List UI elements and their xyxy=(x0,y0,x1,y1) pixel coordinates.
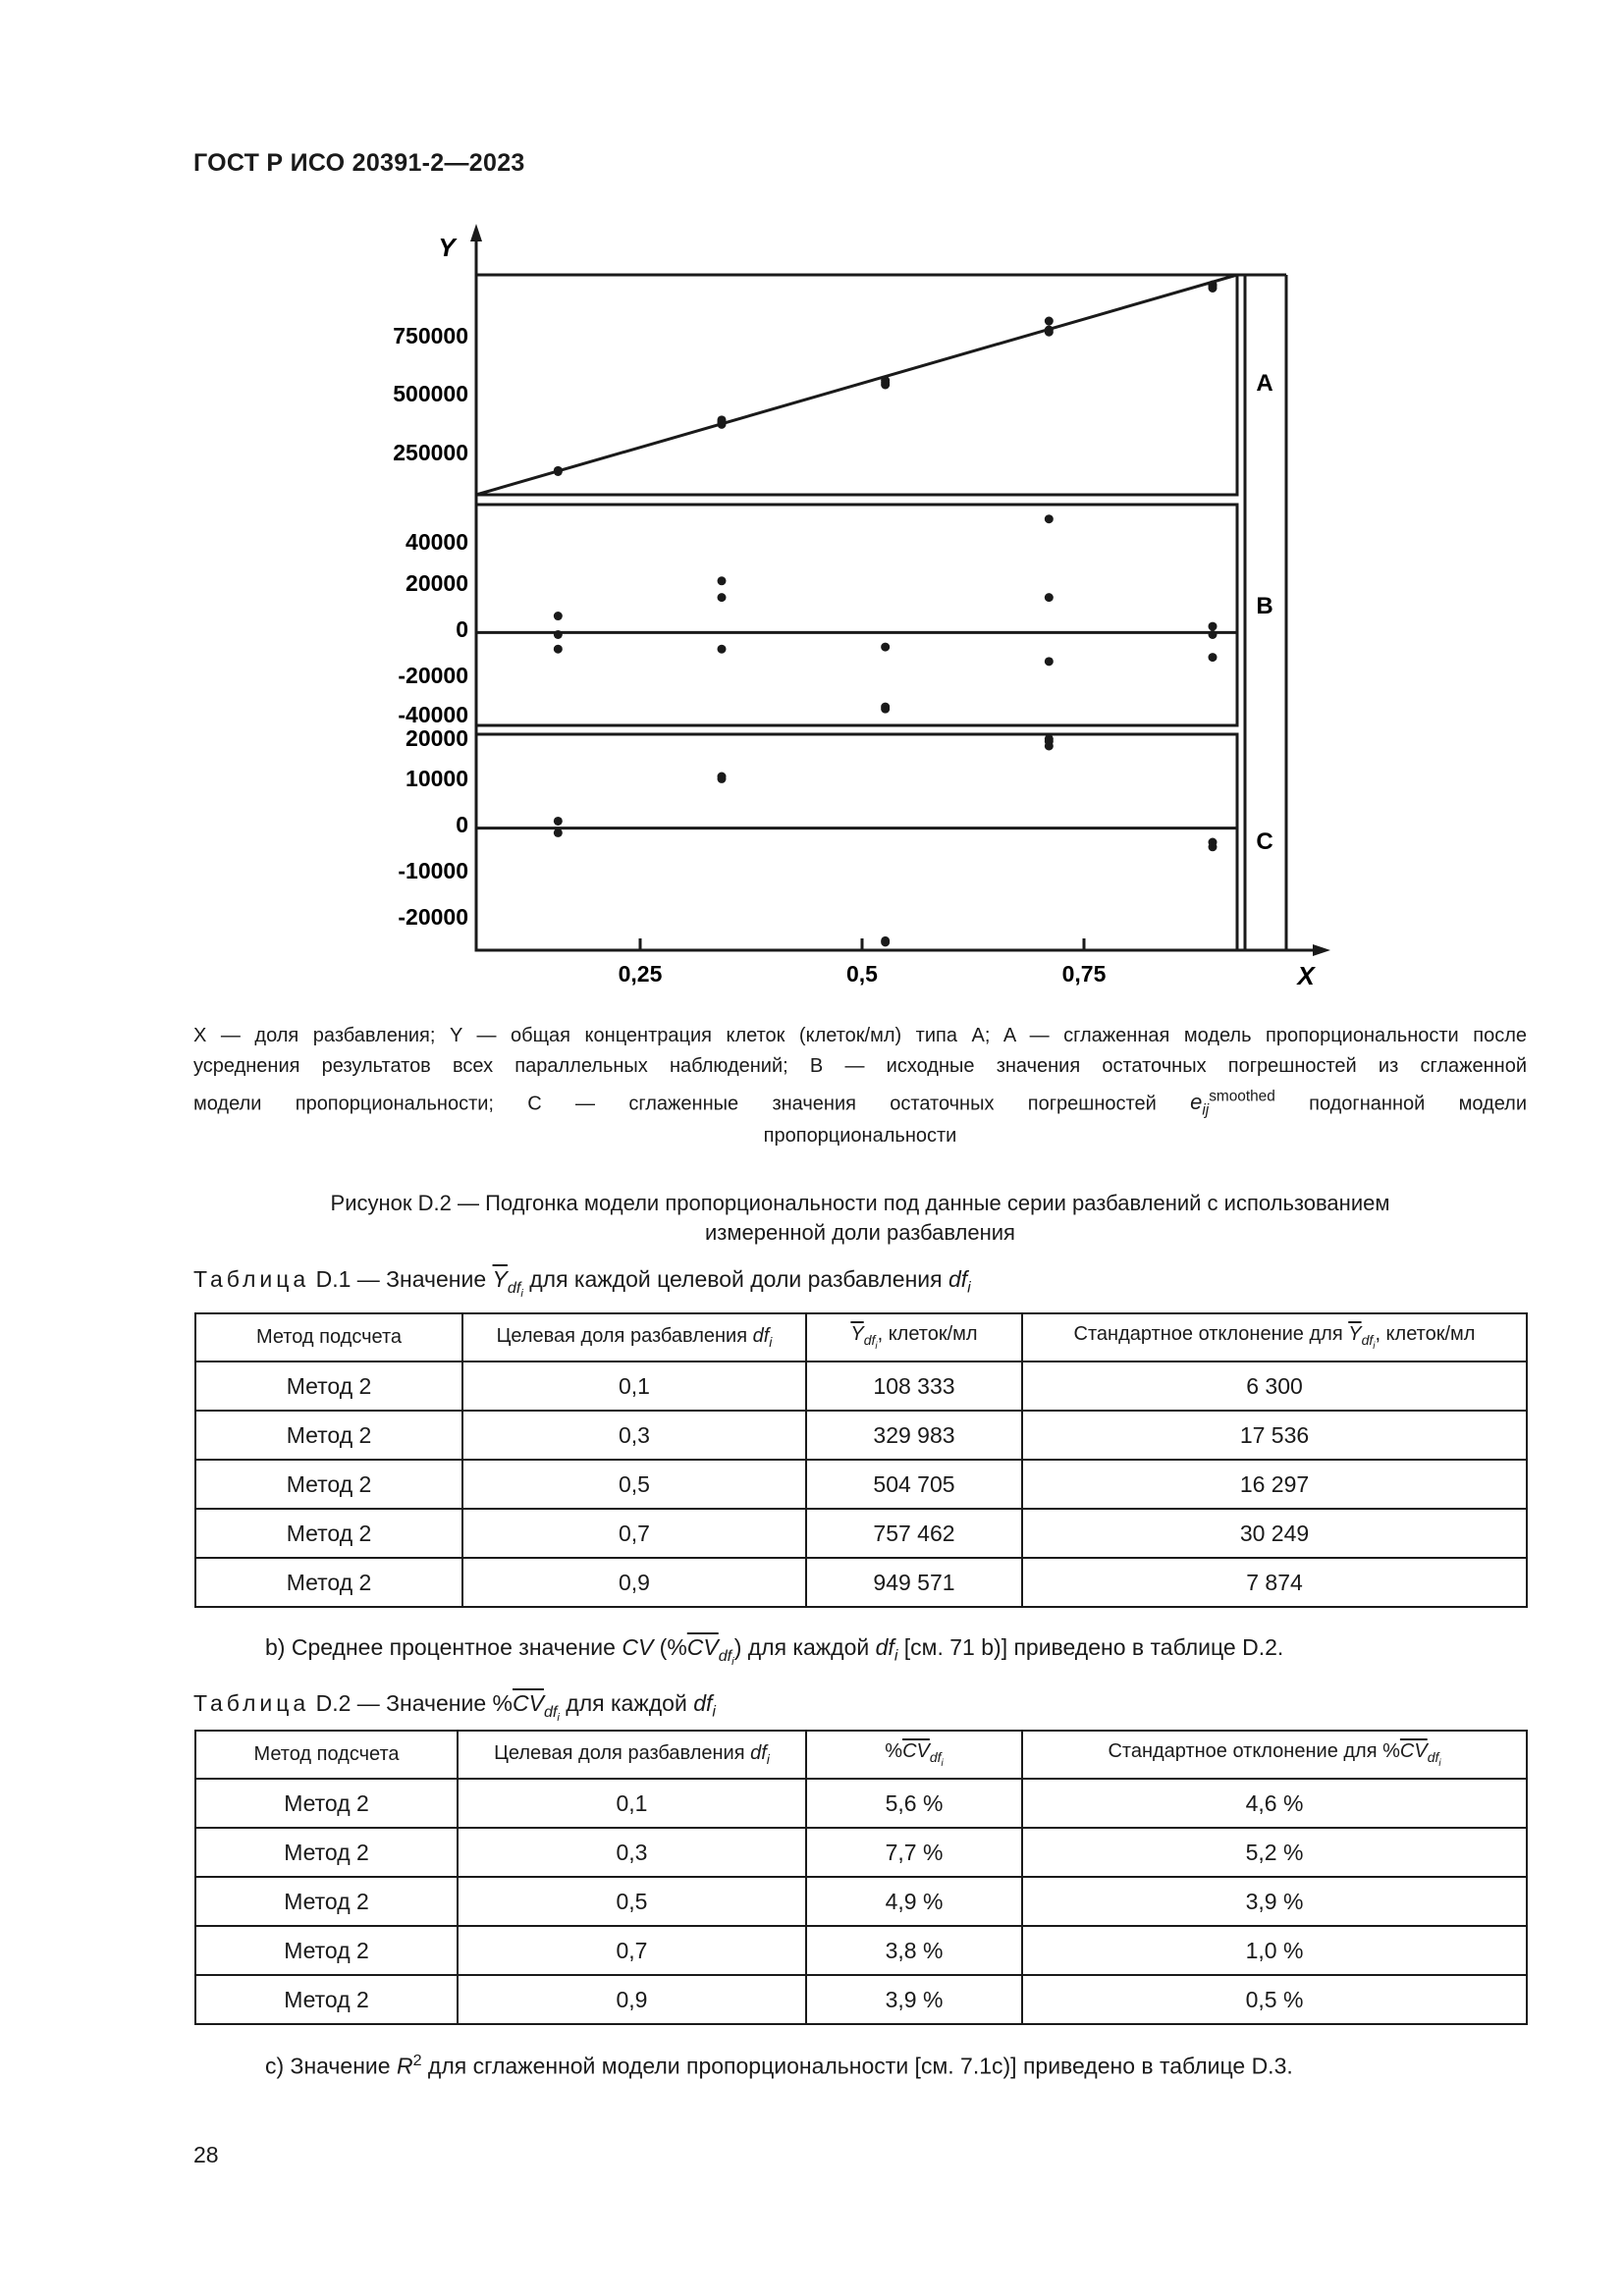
cell-sd: 30 249 xyxy=(1022,1509,1527,1558)
data-point xyxy=(718,773,727,781)
table-d2 xyxy=(194,1730,1528,2025)
tick-label-a: 250000 xyxy=(393,440,468,465)
cell-sd: 16 297 xyxy=(1022,1460,1527,1509)
data-point xyxy=(1209,281,1218,290)
tick-label-b: -40000 xyxy=(398,702,468,727)
panel-b-marks xyxy=(476,514,1237,713)
x-axis-label: X xyxy=(1297,961,1315,989)
data-point xyxy=(554,828,563,837)
data-point xyxy=(1045,734,1054,743)
table-d1 xyxy=(194,1312,1528,1608)
figure-caption: Рисунок D.2 — Подгонка модели пропорциональности под данные серии разбавлений с использованием измеренной доли разбавления xyxy=(330,1191,1390,1245)
panel-a-label: A xyxy=(1256,370,1273,397)
cell-dilution: 0,3 xyxy=(458,1828,806,1877)
cell-sd: 0,5 % xyxy=(1022,1975,1527,2024)
legend-symbol: $e_{ij}^{smoothed}$ xyxy=(1190,1089,1275,1119)
data-point xyxy=(1209,622,1218,631)
tick-label-b: 0 xyxy=(456,616,468,642)
table-row xyxy=(195,1828,1527,1877)
cell-dilution: 0,5 xyxy=(462,1460,806,1509)
tick-label-c: -10000 xyxy=(398,858,468,883)
cell-cv: 7,7 % xyxy=(806,1828,1022,1877)
paragraph-c: с) Значение $R^2$ для сглаженной модели пропорциональности [см. 7.1с)] приведено в таблице D.3. xyxy=(265,2052,1293,2079)
panel-c-marks xyxy=(476,734,1237,946)
x-axis-arrow xyxy=(1313,944,1330,956)
cell-method: Метод 2 xyxy=(195,1877,458,1926)
data-point xyxy=(1209,653,1218,662)
legend-line: усреднения результатов всех параллельных наблюдений; B — исходные значения остаточных погрешностей из сглаженной xyxy=(193,1055,1527,1077)
data-point xyxy=(881,937,890,946)
table1-caption: Таблица D.1 — Значение $\overline{Y}_{df_i}$ для каждой целевой доли разбавления $df_i$ xyxy=(193,1266,971,1300)
cell-dilution: 0,9 xyxy=(462,1558,806,1607)
cell-mean: 108 333 xyxy=(806,1362,1022,1411)
table-row xyxy=(195,1779,1527,1828)
tick-label-c: 0 xyxy=(456,812,468,837)
x-tick-label: 0,5 xyxy=(846,961,878,987)
cell-method: Метод 2 xyxy=(195,1926,458,1975)
header-sd: Стандартное отклонение для $\%\overline{CV}_{df_i}$ xyxy=(1022,1731,1527,1779)
table-row xyxy=(195,1460,1527,1509)
tick-label-a: 750000 xyxy=(393,323,468,348)
cell-sd: 1,0 % xyxy=(1022,1926,1527,1975)
data-point xyxy=(881,705,890,714)
data-point xyxy=(554,630,563,639)
tick-label-b: 40000 xyxy=(406,529,468,555)
cell-sd: 3,9 % xyxy=(1022,1877,1527,1926)
data-point xyxy=(554,645,563,654)
cell-cv: 5,6 % xyxy=(806,1779,1022,1828)
tick-label-b: -20000 xyxy=(398,663,468,688)
legend-line: модели пропорциональности; C — сглаженные значения остаточных погрешностей $e_{ij}^{smoothed}$ подогнанной модели xyxy=(193,1089,1528,1119)
x-tick-label: 0,25 xyxy=(618,961,663,987)
data-point xyxy=(718,593,727,602)
cell-cv: 3,9 % xyxy=(806,1975,1022,2024)
cell-cv: 3,8 % xyxy=(806,1926,1022,1975)
x-tick-label: 0,75 xyxy=(1061,961,1107,987)
header-cv: $\%\overline{CV}_{df_i}$ xyxy=(806,1731,1022,1779)
header-method: Метод подсчета xyxy=(195,1731,458,1779)
header-dilution: Целевая доля разбавления $df_i$ xyxy=(458,1731,806,1779)
data-point xyxy=(554,466,563,475)
y-axis-label: Y xyxy=(438,233,456,262)
table-row xyxy=(195,1975,1527,2024)
panel-c-frame xyxy=(476,734,1237,950)
panel-b-frame xyxy=(476,505,1237,725)
table-row xyxy=(195,1877,1527,1926)
cell-sd: 4,6 % xyxy=(1022,1779,1527,1828)
tick-label-c: 10000 xyxy=(406,766,468,791)
document-header: ГОСТ Р ИСО 20391-2—2023 xyxy=(193,149,525,177)
data-point xyxy=(718,576,727,585)
cell-mean: 757 462 xyxy=(806,1509,1022,1558)
data-point xyxy=(554,817,563,826)
cell-dilution: 0,9 xyxy=(458,1975,806,2024)
tick-label-b: 20000 xyxy=(406,570,468,596)
cell-dilution: 0,1 xyxy=(458,1779,806,1828)
data-point xyxy=(1209,842,1218,851)
cell-dilution: 0,1 xyxy=(462,1362,806,1411)
cell-mean: 949 571 xyxy=(806,1558,1022,1607)
cell-cv: 4,9 % xyxy=(806,1877,1022,1926)
table-row xyxy=(195,1411,1527,1460)
data-point xyxy=(1045,593,1054,602)
figure-d2 xyxy=(373,224,1335,989)
header-mean: $\overline{Y}_{df_i}$, клеток/мл xyxy=(806,1313,1022,1362)
cell-method: Метод 2 xyxy=(195,1828,458,1877)
table2-caption: Таблица D.2 — Значение $\%\overline{CV}_{df_i}$ для каждой $df_i$ xyxy=(193,1690,716,1724)
tick-label-a: 500000 xyxy=(393,381,468,406)
panel-c-label: C xyxy=(1256,828,1273,855)
cell-sd: 6 300 xyxy=(1022,1362,1527,1411)
cell-dilution: 0,7 xyxy=(462,1509,806,1558)
cell-method: Метод 2 xyxy=(195,1411,462,1460)
data-point xyxy=(1045,317,1054,326)
data-point xyxy=(1045,657,1054,666)
paragraph-b: b) Среднее процентное значение CV $(\%\overline{CV}_{df_i})$ для каждой $df_i$ [см. 71 b)] приведено в таблице D.2. xyxy=(265,1634,1284,1668)
data-point xyxy=(1045,326,1054,335)
fit-line xyxy=(476,275,1237,495)
data-point xyxy=(881,376,890,385)
panel-a-marks xyxy=(476,275,1237,495)
table-row xyxy=(195,1509,1527,1558)
cell-dilution: 0,5 xyxy=(458,1877,806,1926)
table-header-row xyxy=(195,1313,1527,1362)
legend-line: пропорциональности xyxy=(763,1125,957,1147)
cell-method: Метод 2 xyxy=(195,1460,462,1509)
cell-sd: 5,2 % xyxy=(1022,1828,1527,1877)
data-point xyxy=(1209,630,1218,639)
table-row xyxy=(195,1926,1527,1975)
cell-mean: 329 983 xyxy=(806,1411,1022,1460)
header-method: Метод подсчета xyxy=(195,1313,462,1362)
cell-method: Метод 2 xyxy=(195,1779,458,1828)
table-row xyxy=(195,1558,1527,1607)
cell-dilution: 0,3 xyxy=(462,1411,806,1460)
data-point xyxy=(881,643,890,652)
cell-method: Метод 2 xyxy=(195,1509,462,1558)
tick-label-c: -20000 xyxy=(398,904,468,930)
header-sd: Стандартное отклонение для $\overline{Y}_{df_i}$, клеток/мл xyxy=(1022,1313,1527,1362)
header-dilution: Целевая доля разбавления $df_i$ xyxy=(462,1313,806,1362)
legend-line: X — доля разбавления; Y — общая концентрация клеток (клеток/мл) типа A; A — сглаженная модель пропорциональности после xyxy=(193,1025,1527,1046)
cell-method: Метод 2 xyxy=(195,1362,462,1411)
data-point xyxy=(718,645,727,654)
data-point xyxy=(718,415,727,424)
cell-method: Метод 2 xyxy=(195,1975,458,2024)
data-point xyxy=(1045,514,1054,523)
cell-mean: 504 705 xyxy=(806,1460,1022,1509)
tick-label-c: 20000 xyxy=(406,725,468,751)
cell-sd: 17 536 xyxy=(1022,1411,1527,1460)
y-axis-arrow xyxy=(470,224,482,241)
cell-method: Метод 2 xyxy=(195,1558,462,1607)
data-point xyxy=(554,612,563,620)
table-header-row xyxy=(195,1731,1527,1779)
figure-legend xyxy=(193,1021,1527,1126)
panel-b-label: B xyxy=(1256,593,1273,619)
cell-dilution: 0,7 xyxy=(458,1926,806,1975)
table-row xyxy=(195,1362,1527,1411)
cell-sd: 7 874 xyxy=(1022,1558,1527,1607)
page-number: 28 xyxy=(193,2142,219,2167)
